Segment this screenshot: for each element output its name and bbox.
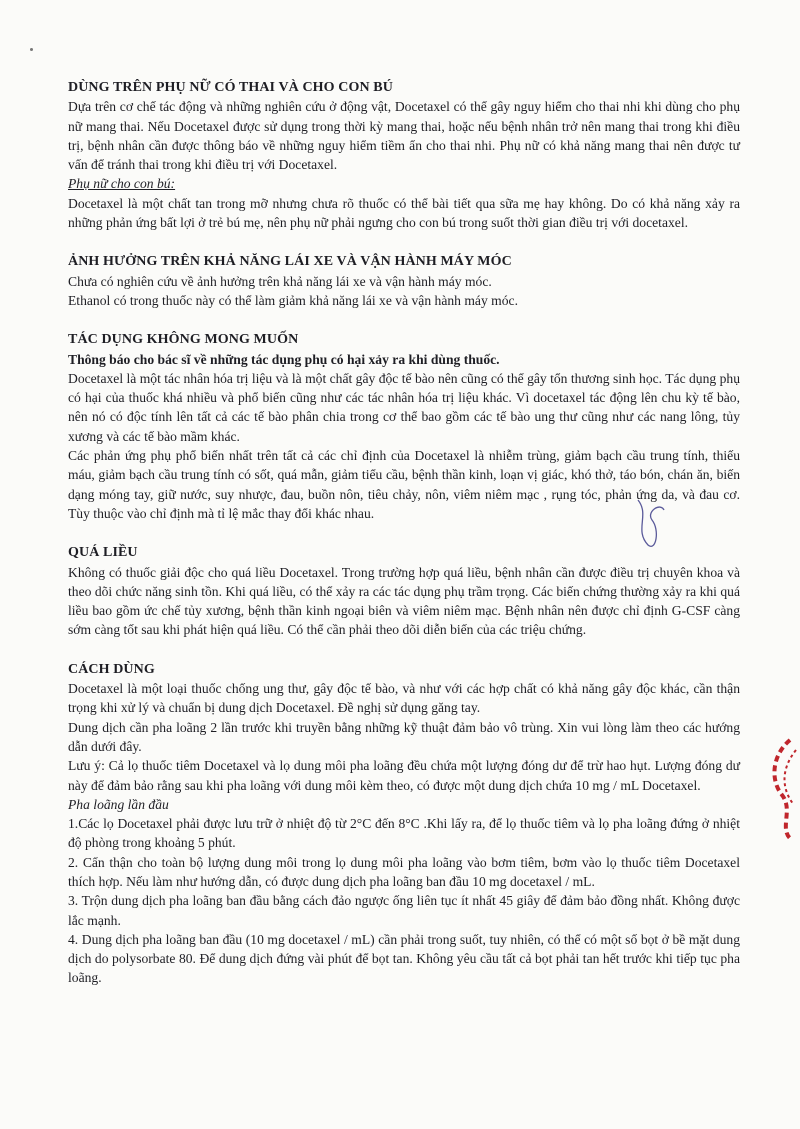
paragraph: Dựa trên cơ chế tác động và những nghiên cứu ở động vật, Docetaxel có thể gây nguy hiểm cho thai nhi khi dùng cho phụ nữ mang thai. Nếu Docetaxel được sử dụng trong thời kỳ mang thai, hoặc nếu bệnh nhân trở nên mang thai trong khi điều trị, bệnh nhân cần được thông báo về những nguy hiểm tiềm ẩn cho thai nhi. Phụ nữ có khả năng mang thai nên được tư vấn để tránh thai trong khi điều trị với Docetaxel. (68, 99, 740, 173)
subheading-breastfeeding: Phụ nữ cho con bú: (68, 176, 176, 192)
paragraph: Dung dịch cần pha loãng 2 lần trước khi truyền bằng những kỹ thuật đảm bảo vô trùng. Xin vui lòng làm theo các hướng dẫn dưới đây. (68, 719, 740, 754)
section-heading: CÁCH DÙNG (68, 661, 155, 677)
step-item: 4. Dung dịch pha loãng ban đầu (10 mg docetaxel / mL) cần phải trong suốt, tuy nhiên, có thể có một số bọt ở bề mặt dung dịch do polysorbate 80. Để dung dịch đứng vài phút để bọt tan. Không yêu cầu tất cả bọt phải tan hết trước khi tiếp tục pha loãng. (68, 931, 740, 986)
paragraph: Docetaxel là một loại thuốc chống ung thư, gây độc tế bào, và như với các hợp chất có khả năng gây độc khác, cần thận trọng khi xử lý và chuẩn bị dung dịch Docetaxel. Đề nghị sử dụng găng tay. (68, 681, 740, 716)
step-item: 1.Các lọ Docetaxel phải được lưu trữ ở nhiệt độ từ 2°C đến 8°C .Khi lấy ra, để lọ thuốc tiêm và lọ pha loãng đứng ở nhiệt độ phòng trong khoảng 5 phút. (68, 816, 740, 851)
section-heading: DÙNG TRÊN PHỤ NỮ CÓ THAI VÀ CHO CON BÚ (68, 80, 393, 95)
section-usage (68, 660, 740, 988)
section-driving (68, 252, 740, 310)
section-heading: ẢNH HƯỞNG TRÊN KHẢ NĂNG LÁI XE VÀ VẬN HÀNH MÁY MÓC (68, 254, 512, 270)
paragraph: Ethanol có trong thuốc này có thể làm giảm khả năng lái xe và vận hành máy móc. (68, 292, 518, 308)
signature-mark (630, 490, 670, 560)
scan-speck (30, 48, 33, 51)
subheading-first-dilution: Pha loãng lần đầu (68, 796, 169, 812)
section-pregnancy (68, 78, 740, 232)
paragraph: Không có thuốc giải độc cho quá liều Docetaxel. Trong trường hợp quá liều, bệnh nhân cần được điều trị chuyên khoa và theo dõi chức năng sinh tồn. Khi quá liều, có thể xảy ra các tác dụng phụ trầm trọng. Các biến chứng thường xảy ra khi quá liều bao gồm ức chế tủy xương, bệnh thần kinh ngoại biên và viêm niêm mạc. Bệnh nhân nên được chỉ định G-CSF càng sớm càng tốt sau khi phát hiện quá liều. Có thể cần phải theo dõi diễn biến của các triệu chứng. (68, 564, 740, 638)
paragraph: Lưu ý: Cả lọ thuốc tiêm Docetaxel và lọ dung môi pha loãng đều chứa một lượng đóng dư để trừ hao hụt. Lượng đóng dư này để đảm bảo rằng sau khi pha loãng với dung môi kèm theo, có được một dung dịch chứa 10 mg / mL Docetaxel. (68, 758, 740, 793)
step-item: 2. Cẩn thận cho toàn bộ lượng dung môi trong lọ dung môi pha loãng vào bơm tiêm, bơm vào lọ thuốc tiêm Docetaxel thích hợp. Nếu làm như hướng dẫn, có được dung dịch pha loãng ban đầu 10 mg docetaxel / mL. (68, 854, 740, 889)
section-heading: TÁC DỤNG KHÔNG MONG MUỐN (68, 332, 299, 348)
paragraph: Docetaxel là một tác nhân hóa trị liệu và là một chất gây độc tế bào nên cũng có thể gây tổn thương sinh học. Tác dụng phụ có hại của thuốc khá nhiều và phổ biến cũng như các tác nhân hóa trị liệu khác. Vì docetaxel tác động lên chu kỳ tế bào, nên nó có độc tính lên tất cả các tế bào phân chia trong cơ thể bao gồm các tế bào ung thư cũng như các nang lông, tủy xương và các tế bào mầm khác. (68, 370, 740, 444)
paragraph: Docetaxel là một chất tan trong mỡ nhưng chưa rõ thuốc có thể bài tiết qua sữa mẹ hay không. Do có khả năng xảy ra những phản ứng bất lợi ở trẻ bú mẹ, nên phụ nữ phải ngưng cho con bú trong suốt thời gian điều trị với docetaxel. (68, 195, 740, 231)
section-heading: QUÁ LIỀU (68, 545, 138, 561)
stamp-mark (760, 735, 800, 845)
notice-text: Thông báo cho bác sĩ về những tác dụng phụ có hại xảy ra khi dùng thuốc. (68, 351, 500, 367)
step-item: 3. Trộn dung dịch pha loãng ban đầu bằng cách đảo ngược ống liên tục ít nhất 45 giây để đảm bảo đồng nhất. Không được lắc mạnh. (68, 893, 740, 928)
paragraph: Các phản ứng phụ phổ biến nhất trên tất cả các chỉ định của Docetaxel là nhiễm trùng, giảm bạch cầu trung tính, thiếu máu, giảm bạch cầu trung tính có sốt, quá mẫn, giảm tiểu cầu, bệnh thần kinh, loạn vị giác, khó thở, táo bón, chán ăn, biến dạng móng tay, giữ nước, suy nhược, đau, buồn nôn, tiêu chảy, nôn, viêm niêm mạc , rụng tóc, phản ứng da, và đau cơ. Tùy thuộc vào chỉ định mà tỉ lệ mắc thay đổi khác nhau. (68, 448, 740, 521)
paragraph: Chưa có nghiên cứu về ảnh hưởng trên khả năng lái xe và vận hành máy móc. (68, 273, 492, 289)
